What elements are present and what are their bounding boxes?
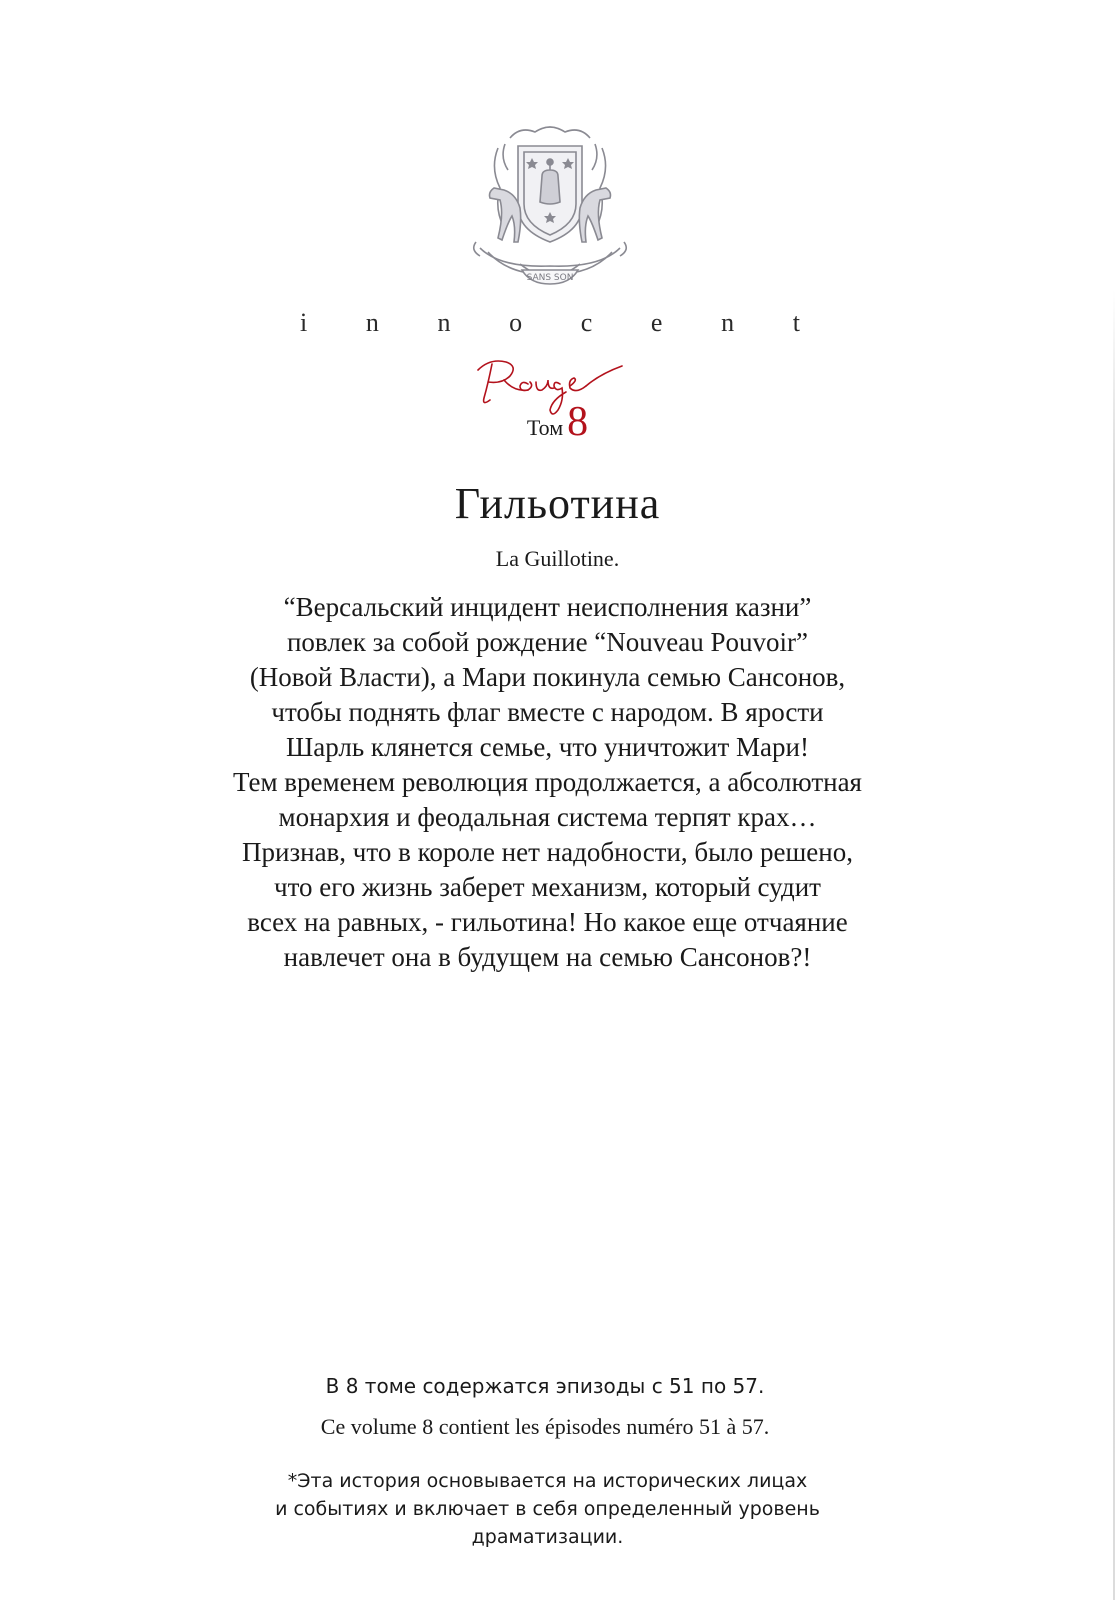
synopsis-line: навлечет она в будущем на семью Сансонов?! [283,942,812,972]
disclaimer-line: *Эта история основывается на исторических лицах [287,1470,808,1492]
synopsis-line: всех на равных, - гильотина! Но какое еще отчаяние [247,907,848,937]
synopsis-line: чтобы поднять флаг вместе с народом. В ярости [271,697,824,727]
synopsis-line: монархия и феодальная система терпят крах… [278,802,817,832]
episodes-note-ru: В 8 томе содержатся эпизоды с 51 по 57. [325,1374,765,1398]
volume-label: Том [526,415,564,440]
series-letter: n [721,308,735,337]
disclaimer [0,1467,1095,1551]
synopsis-line: “Версальский инцидент неисполнения казни” [283,592,812,622]
synopsis-line: повлек за собой рождение “Nouveau Pouvoir” [286,627,808,657]
episodes-note-fr: Ce volume 8 contient les épisodes numéro 51 à 57. [320,1414,770,1439]
book-subtitle: La Guillotine. [495,546,620,571]
volume-indicator [0,398,1115,446]
coat-of-arms-icon [460,118,640,298]
series-letter: t [792,308,800,337]
series-letter: i [300,308,308,337]
volume-number: 8 [567,399,589,445]
disclaimer-line: драматизации. [471,1526,624,1548]
series-letter: n [365,308,379,337]
synopsis-line: Шарль клянется семье, что уничтожит Мари! [286,732,809,762]
synopsis-line: Тем временем революция продолжается, а абсолютная [233,767,862,797]
book-title: Гильотина [454,479,661,528]
disclaimer-line: и событиях и включает в себя определенный уровень [275,1498,820,1520]
series-letter: n [437,308,451,337]
series-letter: o [509,308,523,337]
synopsis-line: (Новой Власти), а Мари покинула семью Сансонов, [249,662,846,692]
series-title-innocent [300,308,800,338]
series-letter: c [580,308,593,337]
synopsis-line: Признав, что в короле нет надобности, было решено, [242,837,853,867]
synopsis-line: что его жизнь заберет механизм, который судит [274,872,821,902]
synopsis [100,590,995,975]
crest-motto: SANS SON [526,273,574,283]
series-letter: e [650,308,663,337]
